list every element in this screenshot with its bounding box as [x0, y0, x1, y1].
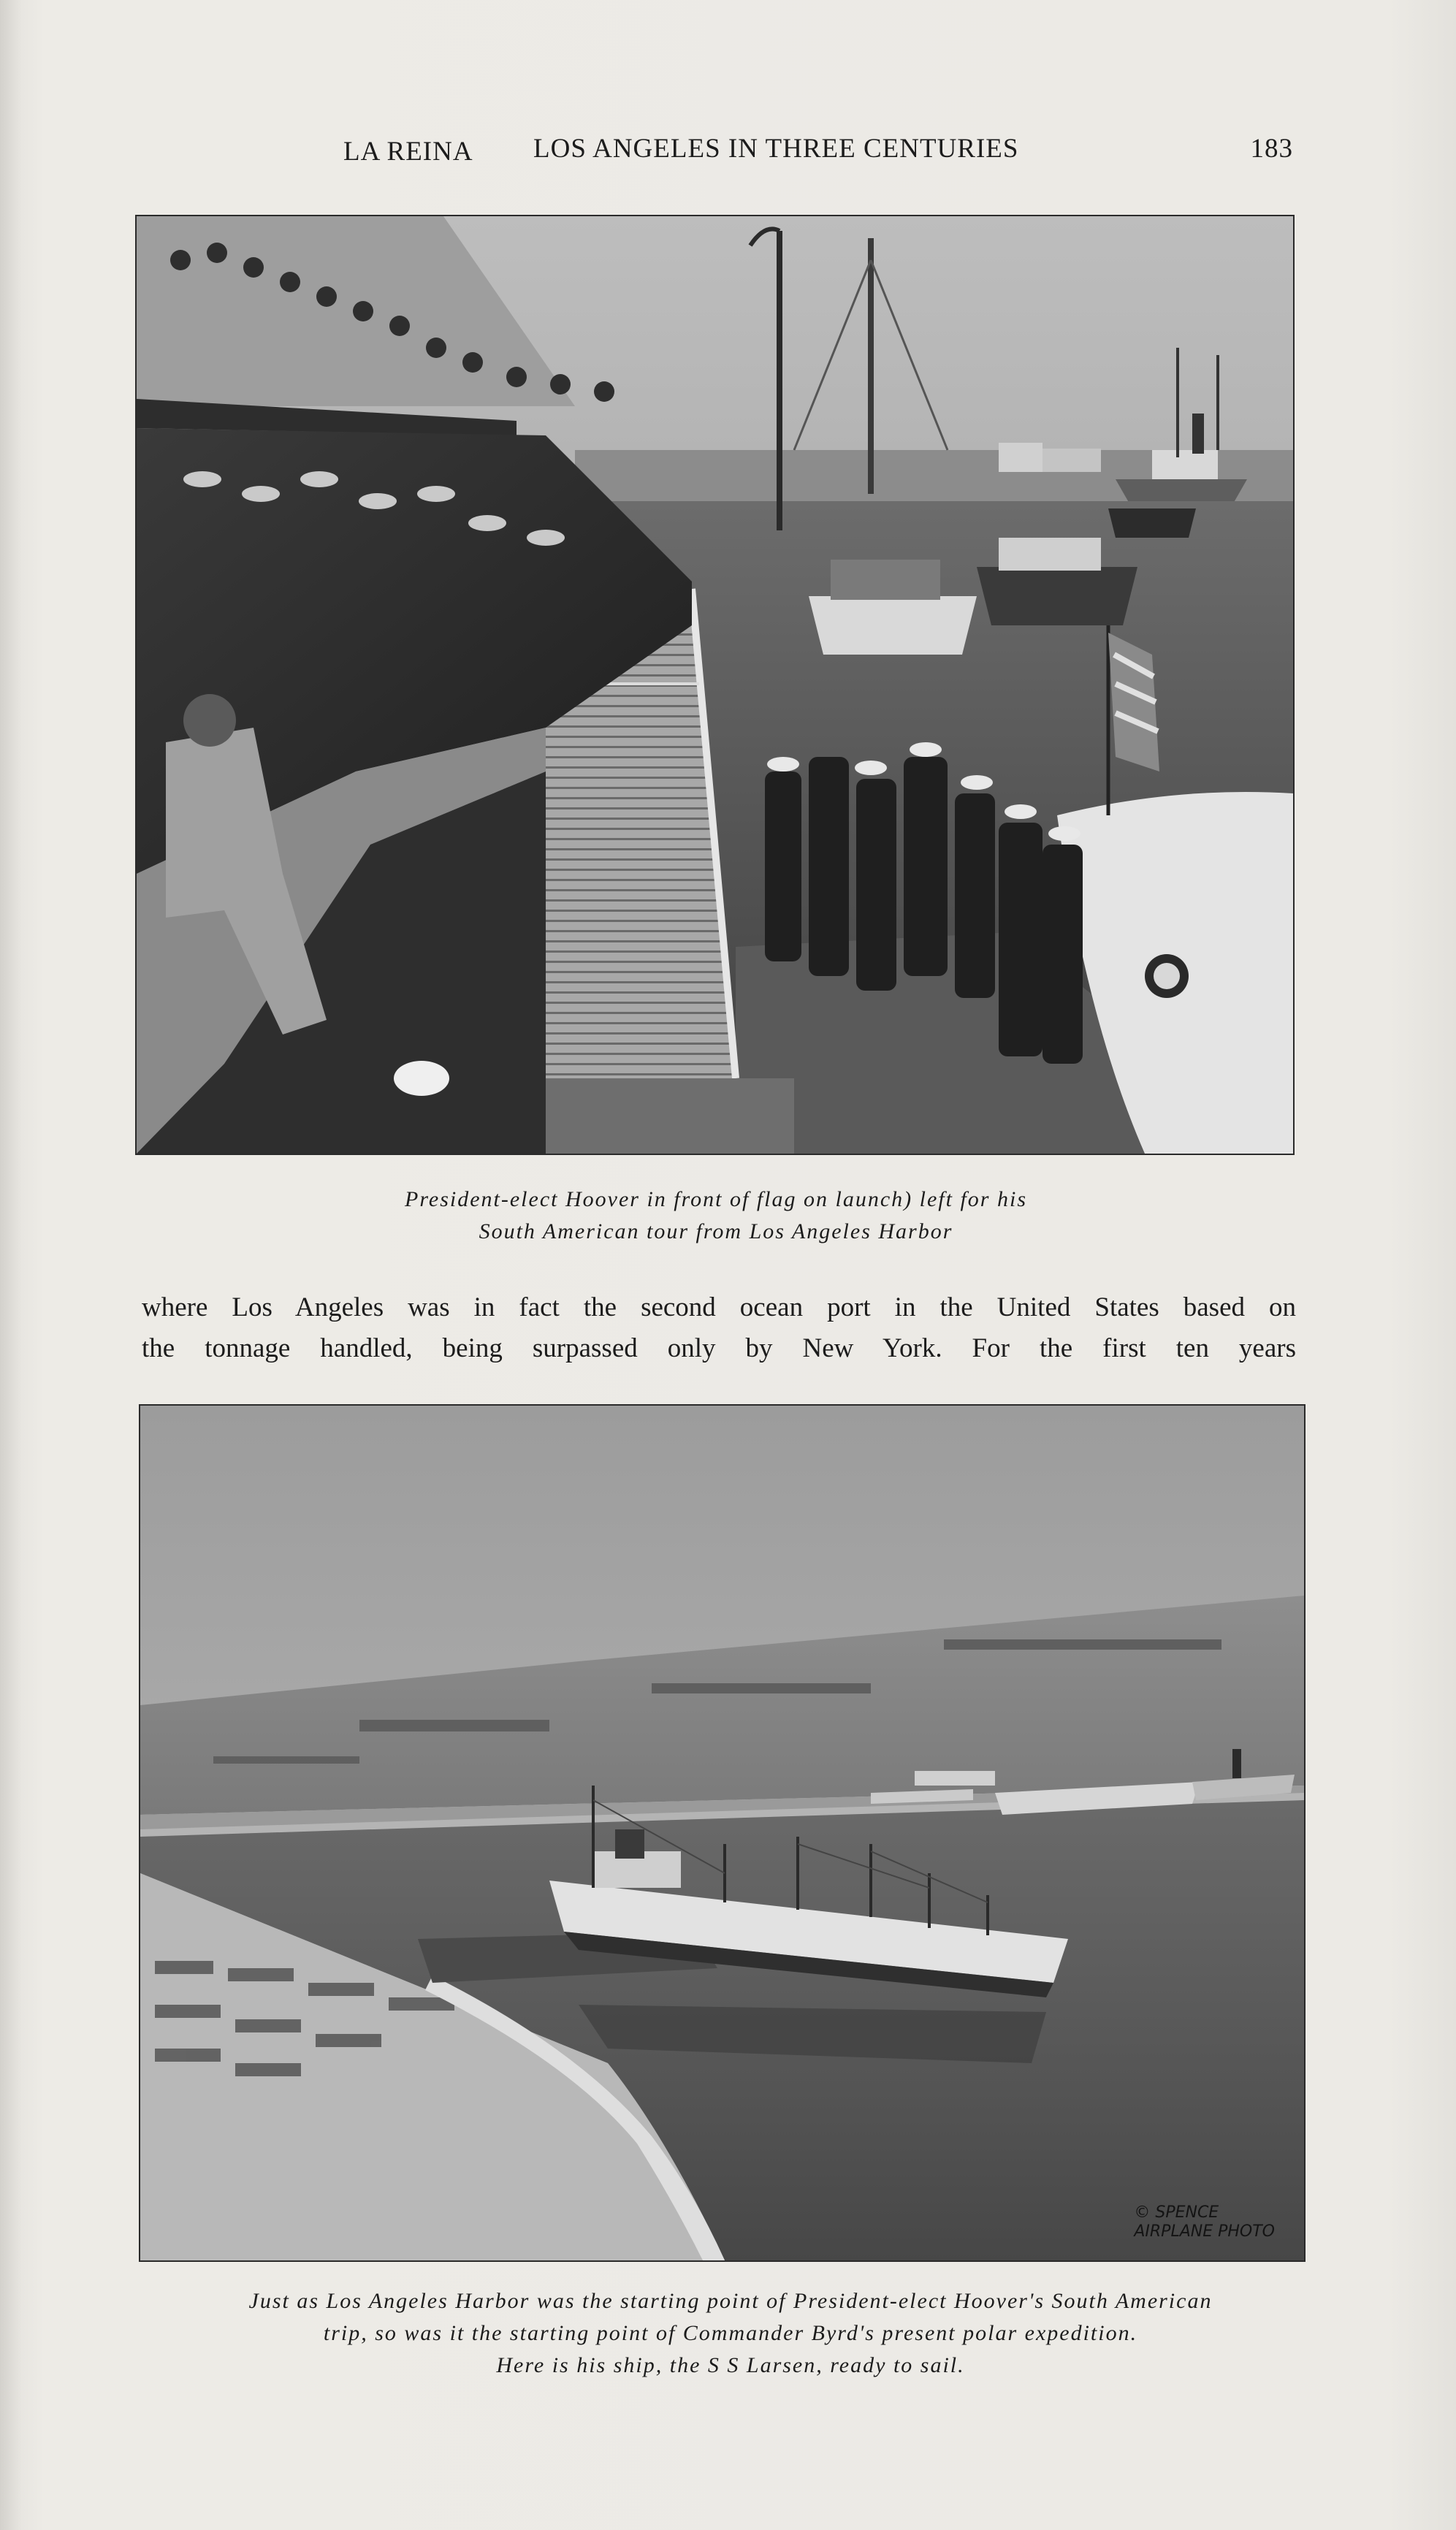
photo-hoover-departure-image	[137, 216, 1293, 1154]
photo-aerial-harbor	[139, 1404, 1306, 2262]
caption-line: Here is his ship, the S S Larsen, ready to sail.	[496, 2353, 965, 2377]
photo-credit-line: AIRPLANE PHOTO	[1134, 2222, 1275, 2241]
caption-line: Just as Los Angeles Harbor was the starting point of President-elect Hoover's South American	[248, 2289, 1213, 2313]
photo-aerial-harbor-image	[140, 1406, 1304, 2260]
photo-hoover-departure	[135, 215, 1295, 1155]
running-header-title: LOS ANGELES IN THREE CENTURIES	[533, 134, 1019, 164]
photo-aerial-harbor-caption	[132, 2285, 1330, 2382]
page-number: 183	[1250, 134, 1293, 164]
running-header-left: LA REINA	[343, 137, 473, 167]
caption-line: trip, so was it the starting point of Commander Byrd's present polar expedition.	[323, 2321, 1138, 2345]
running-header	[139, 130, 1293, 174]
photo-hoover-departure-caption	[219, 1184, 1213, 1248]
body-paragraph	[142, 1287, 1296, 1369]
body-text-line: the tonnage handled, being surpassed only by New York. For the first ten years	[142, 1333, 1296, 1363]
body-text-line: where Los Angeles was in fact the second ocean port in the United States based on	[142, 1292, 1296, 1322]
photo-credit	[1134, 2203, 1275, 2241]
caption-line: South American tour from Los Angeles Harbor	[479, 1219, 953, 1243]
caption-line: President-elect Hoover in front of flag on launch) left for his	[405, 1187, 1027, 1211]
photo-credit-line: © SPENCE	[1134, 2203, 1219, 2222]
